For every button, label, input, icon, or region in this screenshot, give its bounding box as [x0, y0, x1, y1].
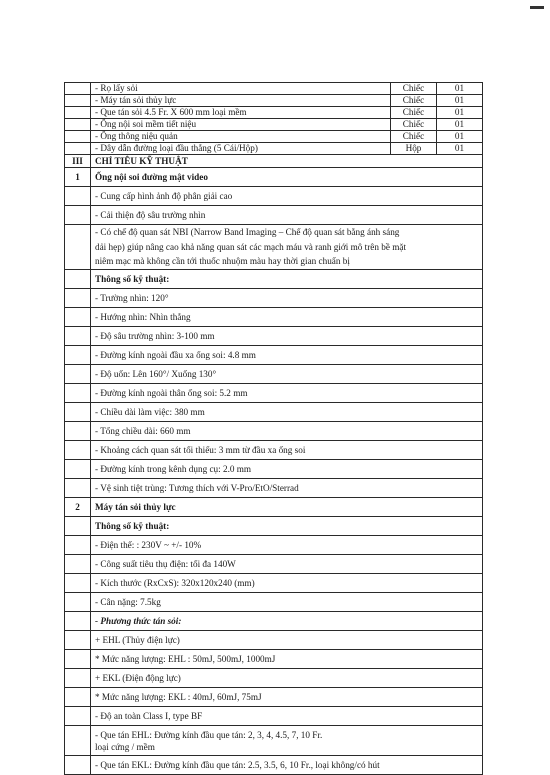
spec-text: - Độ uốn: Lên 160°/ Xuống 130°	[91, 365, 483, 384]
spec-row	[65, 289, 483, 308]
table-row	[65, 119, 483, 131]
table-row	[65, 143, 483, 155]
method-text: * Mức năng lượng: EHL : 50mJ, 500mJ, 1000mJ	[91, 650, 483, 669]
method-text: + EKL (Điện động lực)	[91, 669, 483, 688]
table-row	[65, 225, 483, 270]
equipment-qty: 01	[437, 131, 483, 143]
equipment-unit: Hộp	[391, 143, 437, 155]
equipment-name: - Máy tán sỏi thủy lực	[91, 95, 391, 107]
ehl-probe-line: loại cứng / mềm	[95, 741, 155, 752]
table-row	[65, 95, 483, 107]
equipment-qty: 01	[437, 107, 483, 119]
ehl-probe-line: - Que tán EHL: Đường kính đầu que tán: 2, 3, 4, 4.5, 7, 10 Fr.	[95, 729, 323, 740]
spec-text: - Trường nhìn: 120°	[91, 289, 483, 308]
spec-text: - Độ sâu trường nhìn: 3-100 mm	[91, 327, 483, 346]
spec-text: - Cân nặng: 7.5kg	[91, 593, 483, 612]
spec-text: - Đường kính trong kênh dụng cụ: 2.0 mm	[91, 460, 483, 479]
item-title-row	[65, 168, 483, 187]
equipment-unit: Chiếc	[391, 119, 437, 131]
specs-heading: Thông số kỹ thuật:	[91, 270, 483, 289]
spec-row	[65, 707, 483, 726]
spec-text: - Đường kính ngoài thân ống soi: 5.2 mm	[91, 384, 483, 403]
equipment-name: - Que tán sỏi 4.5 Fr. X 600 mm loại mềm	[91, 107, 391, 119]
spec-row	[65, 631, 483, 650]
table-row	[65, 107, 483, 119]
table-row	[65, 83, 483, 95]
spec-text: - Tổng chiều dài: 660 mm	[91, 422, 483, 441]
spec-row	[65, 574, 483, 593]
section-title: CHỈ TIÊU KỸ THUẬT	[91, 155, 483, 168]
spec-row	[65, 593, 483, 612]
section-numeral: III	[65, 155, 91, 168]
spec-row	[65, 327, 483, 346]
spec-text: - Vệ sinh tiệt trùng: Tương thích với V-Pro/EtO/Sterrad	[91, 479, 483, 498]
equipment-name: - Rọ lấy sỏi	[91, 83, 391, 95]
spec-row	[65, 669, 483, 688]
spec-row	[65, 441, 483, 460]
nbi-feature-text	[91, 225, 483, 270]
ehl-probe-text	[91, 726, 483, 756]
method-text: - Độ an toàn Class I, type BF	[91, 707, 483, 726]
equipment-name: - Ống thông niệu quản	[91, 131, 391, 143]
spec-text: - Chiều dài làm việc: 380 mm	[91, 403, 483, 422]
spec-row	[65, 460, 483, 479]
specs-heading: Thông số kỹ thuật:	[91, 517, 483, 536]
feature-text: - Cung cấp hình ảnh độ phân giải cao	[91, 187, 483, 206]
spec-row	[65, 365, 483, 384]
spec-row	[65, 536, 483, 555]
feature-text: - Cải thiện độ sâu trường nhìn	[91, 206, 483, 225]
equipment-unit: Chiếc	[391, 83, 437, 95]
table-row	[65, 206, 483, 225]
item-title: Máy tán sỏi thủy lực	[91, 498, 483, 517]
item-number: 1	[65, 168, 91, 187]
table-row	[65, 517, 483, 536]
equipment-qty: 01	[437, 83, 483, 95]
table-row	[65, 187, 483, 206]
spec-row	[65, 650, 483, 669]
spec-row	[65, 403, 483, 422]
spec-row	[65, 688, 483, 707]
item-title: Ống nội soi đường mật video	[91, 168, 483, 187]
spec-text: - Khoảng cách quan sát tối thiểu: 3 mm từ đầu xa ống soi	[91, 441, 483, 460]
equipment-name: - Ống nội soi mềm tiết niệu	[91, 119, 391, 131]
method-text: * Mức năng lượng: EKL : 40mJ, 60mJ, 75mJ	[91, 688, 483, 707]
method-heading: - Phương thức tán sỏi:	[91, 612, 483, 631]
spec-row	[65, 555, 483, 574]
table-row	[65, 270, 483, 289]
nbi-line: niêm mạc mà không cần tới thuốc nhuộm màu hay thời gian chuẩn bị	[95, 256, 350, 267]
equipment-qty: 01	[437, 119, 483, 131]
corner-mark	[530, 6, 544, 9]
spec-row	[65, 726, 483, 756]
equipment-qty: 01	[437, 143, 483, 155]
equipment-name: - Dây dẫn đường loại đầu thẳng (5 Cái/Hộp)	[91, 143, 391, 155]
spec-row	[65, 422, 483, 441]
spec-text: - Công suất tiêu thụ điện: tối đa 140W	[91, 555, 483, 574]
equipment-unit: Chiếc	[391, 131, 437, 143]
spec-row	[65, 384, 483, 403]
equipment-qty: 01	[437, 95, 483, 107]
nbi-line: - Có chế độ quan sát NBI (Narrow Band Imaging – Chế độ quan sát bằng ánh sáng	[95, 227, 400, 238]
spec-text: - Đường kính ngoài đầu xa ống soi: 4.8 mm	[91, 346, 483, 365]
spec-text: - Kích thước (RxCxS): 320x120x240 (mm)	[91, 574, 483, 593]
spec-row	[65, 479, 483, 498]
nbi-line: dải hẹp) giúp nâng cao khả năng quan sát các mạch máu và ranh giới mô trên bề mặt	[95, 241, 406, 252]
spec-text: - Điện thế: : 230V ~ +/- 10%	[91, 536, 483, 555]
equipment-unit: Chiếc	[391, 107, 437, 119]
technical-spec-table	[64, 82, 483, 775]
spec-row	[65, 346, 483, 365]
table-row	[65, 131, 483, 143]
section-header-row	[65, 155, 483, 168]
ekl-probe-text: - Que tán EKL: Đường kính đầu que tán: 2.5, 3.5, 6, 10 Fr., loại không/có hút	[91, 756, 483, 775]
table-row	[65, 612, 483, 631]
equipment-unit: Chiếc	[391, 95, 437, 107]
method-text: + EHL (Thủy điện lực)	[91, 631, 483, 650]
spec-row	[65, 756, 483, 775]
spec-text: - Hướng nhìn: Nhìn thẳng	[91, 308, 483, 327]
spec-row	[65, 308, 483, 327]
item-title-row	[65, 498, 483, 517]
item-number: 2	[65, 498, 91, 517]
